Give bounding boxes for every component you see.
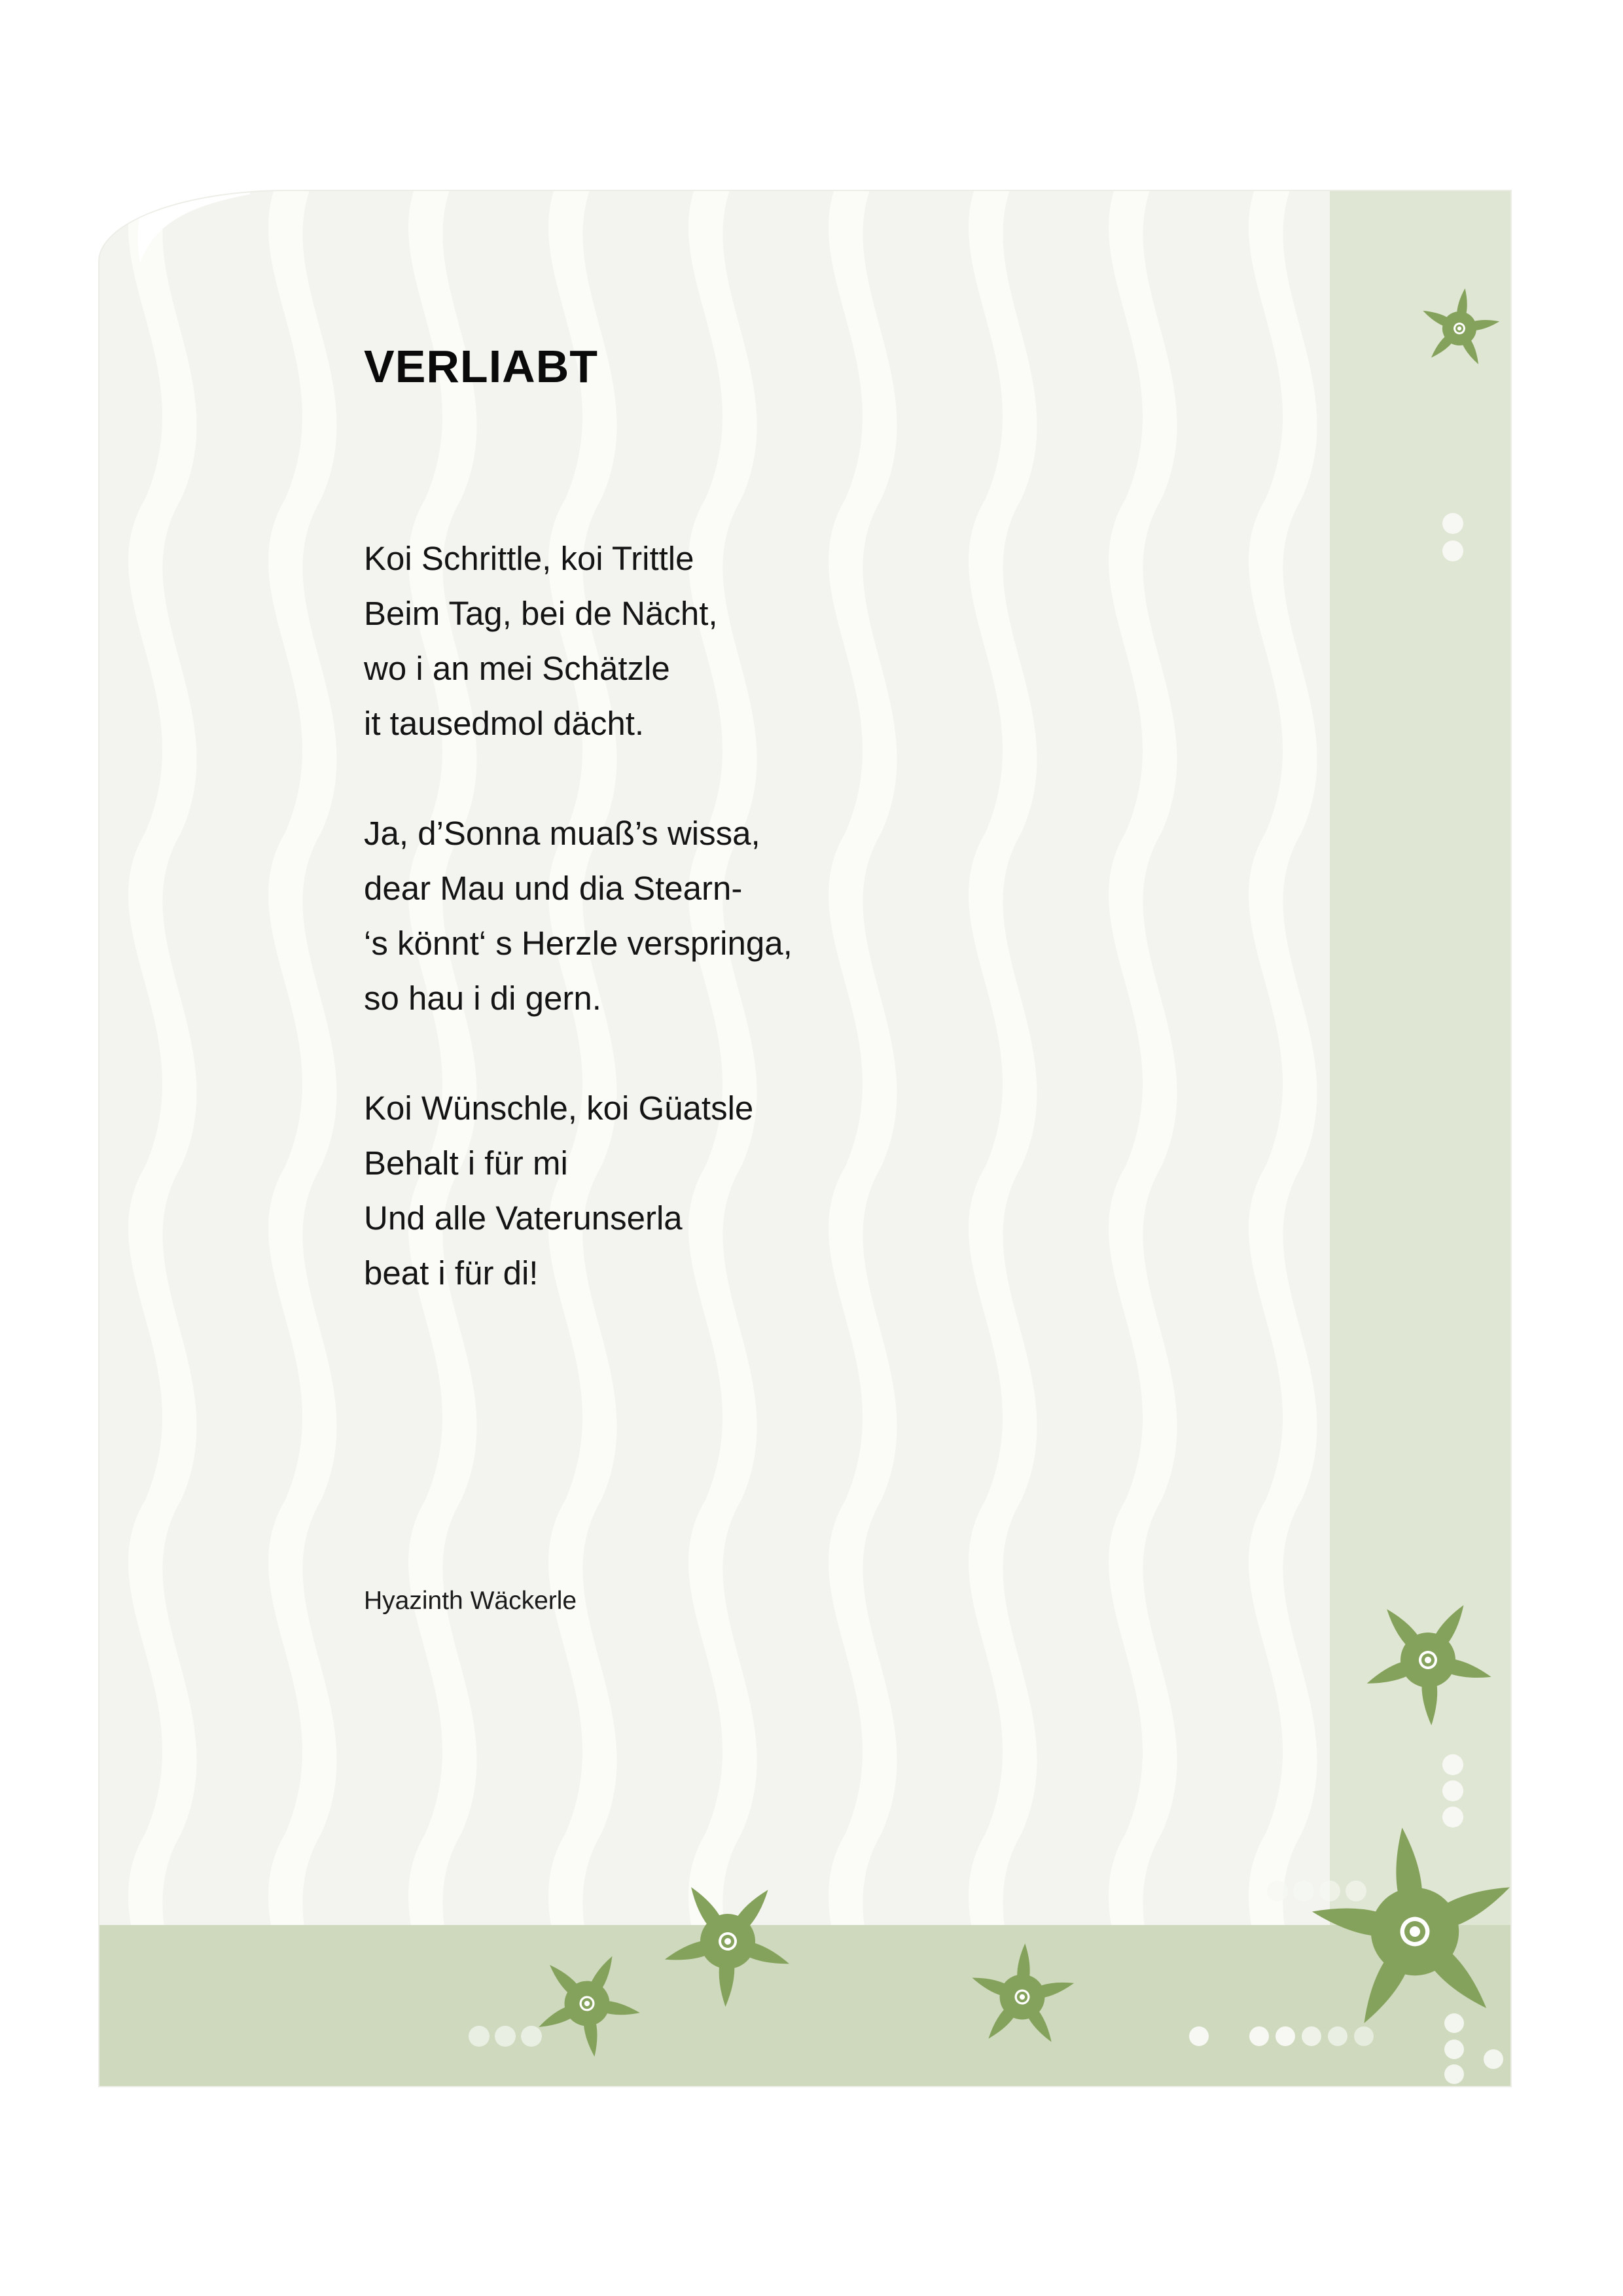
decor-dot bbox=[1444, 2064, 1464, 2084]
poem-title: VERLIABT bbox=[364, 341, 598, 392]
decor-dot bbox=[1442, 1780, 1463, 1801]
decor-dot bbox=[1267, 1881, 1288, 1901]
corner-curl bbox=[138, 191, 250, 263]
decor-dot bbox=[469, 2026, 490, 2047]
flower-icon bbox=[1420, 283, 1506, 372]
page-frame bbox=[98, 190, 1512, 2087]
decor-dot bbox=[1293, 1881, 1314, 1901]
poem-line: ‘s könnt‘ s Herzle verspringa, bbox=[364, 925, 793, 962]
decor-dot bbox=[1189, 2026, 1209, 2046]
stanza-2 bbox=[364, 806, 793, 1026]
poem-body bbox=[364, 531, 793, 1356]
poem-line: Und alle Vaterunserla bbox=[364, 1199, 683, 1237]
poem-line: Koi Wünschle, koi Güatsle bbox=[364, 1089, 754, 1127]
poem-line: so hau i di gern. bbox=[364, 980, 601, 1017]
poem-line: Behalt i für mi bbox=[364, 1144, 568, 1182]
poem-line: wo i an mei Schätzle bbox=[364, 650, 670, 687]
decor-dot bbox=[1442, 1807, 1463, 1828]
decor-dot bbox=[1249, 2026, 1269, 2046]
poem-line: Ja, d’Sonna muaß’s wissa, bbox=[364, 815, 760, 852]
flower-icon bbox=[535, 1946, 649, 2063]
flower-icon bbox=[1361, 1586, 1507, 1737]
decor-dot bbox=[1275, 2026, 1295, 2046]
decor-dot bbox=[1346, 1881, 1366, 1901]
poem-line: Koi Schrittle, koi Trittle bbox=[364, 540, 694, 577]
poem-line: Beim Tag, bei de Nächt, bbox=[364, 595, 718, 632]
decor-dot bbox=[1319, 1881, 1340, 1901]
decor-dot bbox=[1442, 513, 1463, 534]
flower-icon bbox=[967, 1934, 1088, 2057]
decor-dot bbox=[1444, 2040, 1464, 2059]
author-name: Hyazinth Wäckerle bbox=[364, 1587, 577, 1615]
decor-dot bbox=[521, 2026, 542, 2047]
decor-dot bbox=[1302, 2026, 1321, 2046]
flower-decorations bbox=[99, 191, 1512, 2087]
decor-dot bbox=[1354, 2026, 1374, 2046]
decor-dot bbox=[1328, 2026, 1347, 2046]
stanza-1 bbox=[364, 531, 793, 751]
decor-dot bbox=[1442, 540, 1463, 561]
decor-dot bbox=[495, 2026, 516, 2047]
decor-dot bbox=[1444, 2013, 1464, 2033]
stanza-3 bbox=[364, 1081, 793, 1301]
decor-dot bbox=[1484, 2049, 1503, 2069]
poem-line: dear Mau und dia Stearn- bbox=[364, 870, 743, 907]
flower-icon bbox=[656, 1865, 810, 2022]
flower-icon bbox=[1296, 1797, 1512, 2057]
poem-line: beat i für di! bbox=[364, 1254, 539, 1292]
poem-line: it tausedmol dächt. bbox=[364, 705, 645, 742]
decor-dot bbox=[1442, 1754, 1463, 1775]
